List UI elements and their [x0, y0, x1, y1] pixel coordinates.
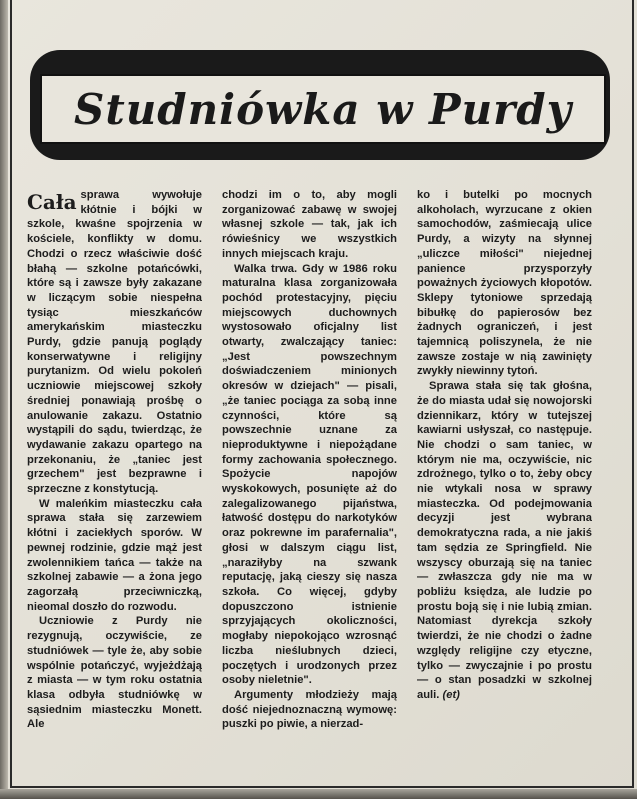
- column-1: [27, 188, 202, 778]
- paragraph-text: Sprawa stała się tak głośna, że do miasta udał się nowojorski dziennikarz, który w tutejszej kawiarni usłyszał, co następuje. Nie chodzi o sam taniec, w którym nie ma, oczywiście, nic zdrożnego, tylko o to, żeby obcy nie wtykali nosa w sprawy miasteczka. Od podejmowania decyzji jest wybrana demokratyczna rada, a nie jakiś tam sędzia ze Springfield. Nie wszyscy oburzają się na taniec — zwłaszcza gdy nie ma w pobliżu księdza, ale ludzie po prostu boją się i nie lubią zmian. Natomiast dyrekcja szkoły twierdzi, że nie chodzi o żadne względy religijne czy etyczne, tylko — zwyczajnie i po prostu — o stan posadzki w szkolnej auli.: [417, 380, 592, 701]
- paragraph: chodzi im o to, aby mogli zorganizować zabawę w swojej własnej szkole — tak, jak ich rówieśnicy we wszystkich innych miejscach kraju.: [222, 189, 397, 260]
- paragraph: ko i butelki po mocnych alkoholach, wyrzucane z okien samochodów, zaśmiecają ulice Purdy, a wizyty na słynnej „uliczce miłości" niejednej panience przysporzyły poważnych życiowych kłopotów. Sklepy tytoniowe sprzedają bibułkę do papierosów bez żadnych ograniczeń, i jest tajemnicą poliszynela, że nie zawsze zostaje w nią zawinięty zwykły niewinny tytoń.: [417, 189, 592, 378]
- paragraph-text: sprawa wywołuje kłótnie i bójki w szkole, kwaśne spojrzenia w kościele, konflikty w domu. Chodzi o rzecz właściwie dość błahą — szkolne potańcówki, które są i zawsze były zakazane w liczącym sobie niespełna tysiąc mieszkańców amerykańskim miasteczku Purdy, gdzie panują poglądy konserwatywne i religijny purytanizm. Od wielu pokoleń uczniowie miejscowej szkoły średniej ponawiają prośbę o anulowanie zakazu. Ostatnio wystąpili do sądu, twierdząc, że wydawanie zakazu opartego na przekonaniu, że „taniec jest grzechem" jest bezprawne i sprzeczne z konstytucją.: [27, 189, 202, 496]
- column-2: [222, 188, 397, 778]
- paragraph: [417, 379, 592, 702]
- author-signature: (et): [442, 688, 460, 701]
- title-box: [40, 74, 606, 144]
- paragraph: Argumenty młodzieży mają dość niejednoznaczną wymowę: puszki po piwie, a nierzad-: [222, 688, 397, 731]
- paragraph: [27, 188, 202, 497]
- article-body: [27, 188, 592, 778]
- article-title: Studniówka w Purdy: [73, 84, 573, 134]
- paragraph: W maleńkim miasteczku cała sprawa stała się zarzewiem kłótni i zaciekłych sporów. W pewnej rodzinie, gdzie mąż jest zwolennikiem tańca — także na szkolnej zabawie — a żona jego zagorzałą przeciwniczką, nieomal doszło do rozwodu.: [27, 497, 202, 613]
- column-3: [417, 188, 592, 778]
- paragraph: Walka trwa. Gdy w 1986 roku maturalna klasa zorganizowała pochód protestacyjny, pięciu miejscowych duchownych wystosowało oficjalny list otwarty, zwalczający taniec: „Jest powszechnym doświadczeniem minionych okresów w dziejach" — pisali, „że taniec pociąga za sobą inne czynności, które są powszechnie uznane za nieproduktywne i niepożądane formy zachowania społecznego. Spożycie napojów wyskokowych, posunięte aż do zalegalizowanego pijaństwa, łatwość dostępu do narkotyków oraz pokrewne im parafernalia", głosi w dalszym ciągu list, „naraziłyby na szwank reputację, jaką cieszy się nasza szkoła. Co więcej, gdyby dopuszczono istnienie sprzyjających okoliczności, mogłaby niepokojąco wzrosnąć liczba nieślubnych dzieci, poczętych i urodzonych przez osoby nieletnie".: [222, 262, 397, 687]
- paragraph: Uczniowie z Purdy nie rezygnują, oczywiście, ze studniówek — tyle że, aby sobie wspólnie potańczyć, wyjeżdżają z miasta — w tym roku ostatnia klasa odbyła studniówkę w sąsiednim miasteczku Monett. Ale: [27, 615, 202, 731]
- scan-edge-left: [0, 0, 8, 799]
- drop-cap: Cała: [27, 190, 77, 214]
- scan-edge-bottom: [0, 789, 637, 799]
